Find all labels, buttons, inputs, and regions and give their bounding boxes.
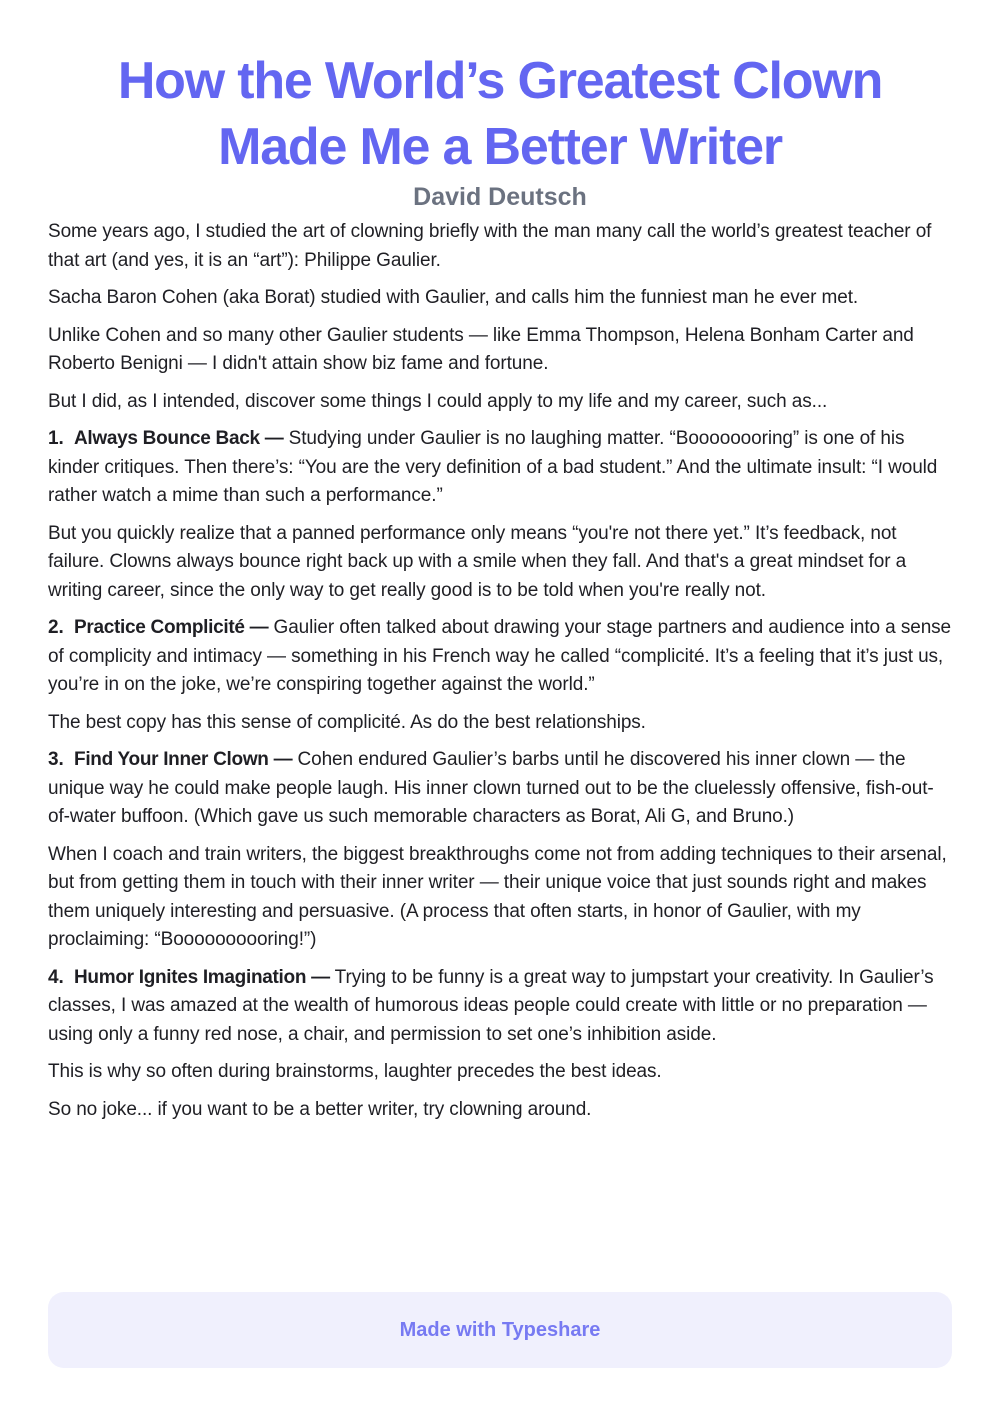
- point-heading: Always Bounce Back —: [74, 428, 284, 449]
- typeshare-footer[interactable]: [48, 1292, 952, 1368]
- point-number: 4.: [48, 966, 64, 988]
- point-text: Trying to be funny is a great way to jumpstart your creativity. In Gaulier’s classes, I was amazed at the wealth of humorous ideas people could create with little or no preparation — using only a funny red nose, a chair, and permission to set one’s inhibition aside.: [48, 966, 934, 1045]
- article-body: [48, 218, 952, 1124]
- point-number: 1.: [48, 428, 64, 449]
- intro-paragraph-4: But I did, as I intended, discover some things I could apply to my life and my career, such as...: [48, 390, 828, 412]
- point-text: Cohen endured Gaulier’s barbs until he discovered his inner clown — the unique way he could make people laugh. His inner clown turned out to be the cluelessly offensive, fish-out-of-water buffoon. (Which gave us such memorable characters as Borat, Ali G, and Bruno.): [48, 749, 934, 827]
- intro-paragraph-1: Some years ago, I studied the art of clowning briefly with the man many call the world’s greatest teacher of that art (and yes, it is an “art”): Philippe Gaulier.: [48, 221, 932, 271]
- footer-label[interactable]: Made with Typeshare: [399, 1318, 601, 1341]
- point-text: Gaulier often talked about drawing your stage partners and audience into a sense of complicity and intimacy — something in his French way he called “complicité. It’s a feeling that it’s just us, you’re in on the joke, we’re conspiring together against the world.”: [48, 617, 952, 695]
- article-title: [48, 48, 952, 180]
- point-4: [48, 964, 952, 1050]
- point-3: [48, 746, 952, 832]
- point-heading: Find Your Inner Clown —: [74, 749, 293, 770]
- point-text: Studying under Gaulier is no laughing matter. “Boooooooring” is one of his kinder critiques. Then there’s: “You are the very definition of a bad student.” And the ultimate insult: “I would rather watch a mime than such a performance.”: [48, 428, 938, 506]
- title-line-2: Made Me a Better Writer: [218, 118, 782, 176]
- point-1-followup: But you quickly realize that a panned performance only means “you're not there yet.” It’s feedback, not failure. Clowns always bounce right back up with a smile when they fall. And that's a great mindset for a writing career, since the only way to get really good is to be told when you're really not.: [48, 522, 907, 601]
- article: [48, 48, 952, 1133]
- point-number: 3.: [48, 749, 64, 770]
- point-number: 2.: [48, 617, 64, 638]
- point-3-followup: When I coach and train writers, the biggest breakthroughs come not from adding techniques to their arsenal, but from getting them in touch with their inner writer — their unique voice that just sounds right and makes them uniquely interesting and persuasive. (A process that often starts, in honor of Gaulier, with my proclaiming: “Boooooooooring!”): [48, 843, 947, 950]
- author-name: David Deutsch: [413, 183, 587, 211]
- intro-paragraph-3: Unlike Cohen and so many other Gaulier students — like Emma Thompson, Helena Bonham Carter and Roberto Benigni — I didn't attain show biz fame and fortune.: [48, 324, 914, 374]
- intro-paragraph-2: Sacha Baron Cohen (aka Borat) studied with Gaulier, and calls him the funniest man he ever met.: [48, 287, 859, 308]
- closing-paragraph: So no joke... if you want to be a better writer, try clowning around.: [48, 1098, 592, 1120]
- point-4-followup: This is why so often during brainstorms, laughter precedes the best ideas.: [48, 1061, 662, 1082]
- title-line-1: How the World’s Greatest Clown: [117, 52, 883, 110]
- point-heading: Practice Complicité —: [74, 617, 269, 638]
- point-2-followup: The best copy has this sense of complicité. As do the best relationships.: [48, 711, 646, 733]
- point-1: [48, 425, 952, 511]
- point-2: [48, 614, 952, 700]
- point-heading: Humor Ignites Imagination —: [74, 966, 330, 988]
